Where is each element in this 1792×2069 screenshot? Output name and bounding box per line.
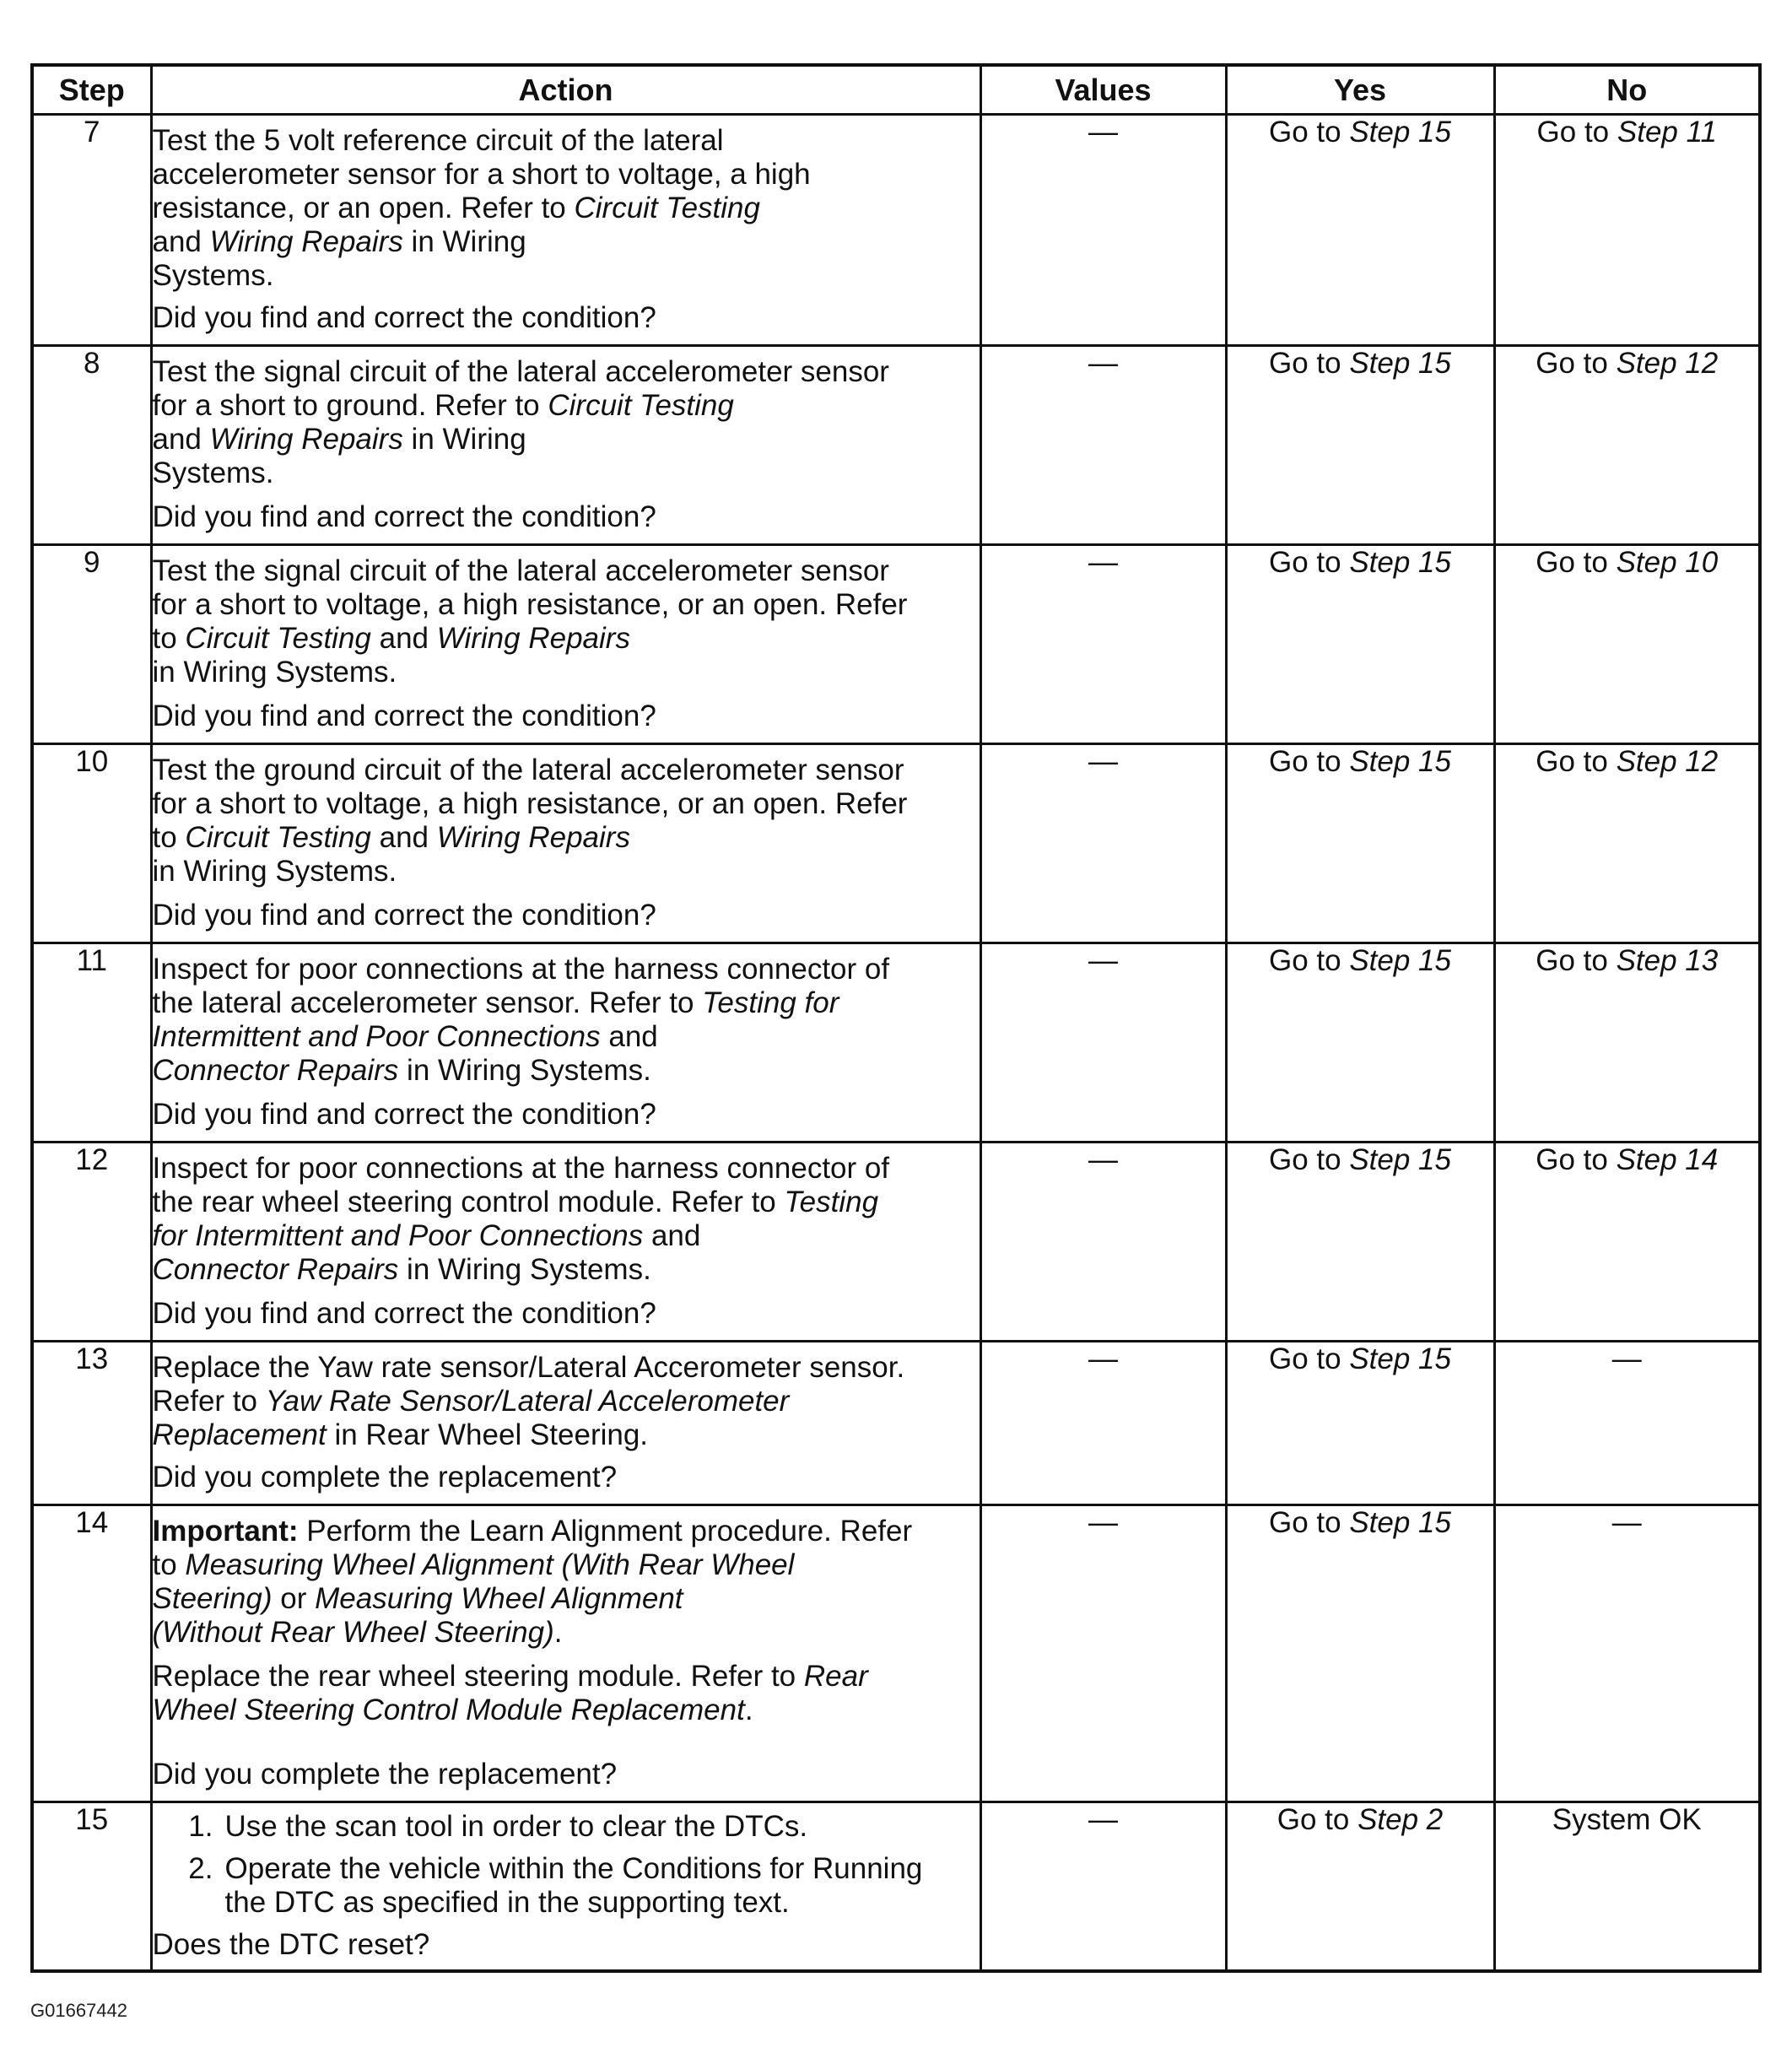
yes-cell	[1226, 1342, 1494, 1505]
yes-cell	[1226, 346, 1494, 545]
table-row	[32, 943, 1760, 1143]
action-description	[153, 1152, 980, 1287]
yes-cell	[1226, 115, 1494, 346]
no-prefix: Go to	[1536, 745, 1617, 778]
action-reference-text: Circuit Testing	[185, 821, 371, 854]
yes-prefix: Go to	[1269, 546, 1350, 579]
action-text: Test the signal circuit of the lateral accelerometer sensor for a short to voltage, a high resistance, or an open. Refer to	[152, 554, 908, 655]
action-description	[153, 953, 980, 1088]
action-text: and	[370, 622, 437, 655]
diagnostic-table	[30, 63, 1762, 1973]
action-description	[153, 1515, 980, 1650]
no-prefix: Go to	[1536, 347, 1617, 380]
step-number: 14	[32, 1505, 151, 1802]
table-row	[32, 346, 1760, 545]
action-description-2	[153, 1660, 980, 1727]
action-cell	[151, 1505, 980, 1802]
action-text: in Wiring Systems.	[152, 423, 526, 489]
action-cell	[151, 1143, 980, 1342]
action-description	[153, 1351, 980, 1452]
step-number: 12	[32, 1143, 151, 1342]
no-step-link[interactable]: Step 13	[1616, 944, 1719, 977]
action-text: in Wiring Systems.	[152, 225, 526, 292]
action-text: Test the signal circuit of the lateral accelerometer sensor for a short to ground. Refer to	[152, 355, 889, 422]
no-step-link[interactable]: Step 10	[1616, 546, 1719, 579]
action-question: Did you complete the replacement?	[152, 1461, 618, 1494]
step-number: 7	[32, 115, 151, 346]
action-text: and	[152, 423, 202, 456]
yes-step-link[interactable]: Step 15	[1349, 1506, 1451, 1539]
action-content	[153, 1803, 980, 1967]
yes-step-link[interactable]: Step 15	[1349, 546, 1451, 579]
step-number: 13	[32, 1342, 151, 1505]
action-text: Replace the Yaw rate sensor/Lateral Accerometer sensor. Refer to	[152, 1351, 905, 1418]
action-content	[153, 546, 980, 740]
action-cell	[151, 744, 980, 943]
step-number: 9	[32, 545, 151, 744]
yes-step-link[interactable]: Step 15	[1349, 745, 1451, 778]
yes-prefix: Go to	[1269, 745, 1350, 778]
yes-prefix: Go to	[1269, 347, 1350, 380]
action-reference-text: Wiring Repairs	[209, 225, 403, 258]
list-item	[153, 1852, 980, 1920]
action-content	[153, 116, 980, 342]
action-reference-text: Measuring Wheel Alignment (Without Rear Wheel Steering)	[152, 1582, 683, 1649]
table-row	[32, 1505, 1760, 1802]
spacer	[153, 889, 980, 899]
action-reference-text: Wiring Repairs	[436, 622, 630, 655]
step-number: 10	[32, 744, 151, 943]
table-row	[32, 545, 1760, 744]
action-text: .	[553, 1616, 563, 1649]
values-cell: —	[980, 115, 1226, 346]
spacer	[153, 293, 980, 301]
yes-prefix: Go to	[1277, 1803, 1358, 1836]
action-description	[153, 554, 980, 689]
action-question: Did you find and correct the condition?	[152, 1297, 656, 1330]
values-cell: —	[980, 1342, 1226, 1505]
action-question: Does the DTC reset?	[152, 1928, 430, 1961]
list-item-text: Use the scan tool in order to clear the DTCs.	[224, 1810, 808, 1843]
spacer	[153, 689, 980, 700]
action-text: Inspect for poor connections at the harness connector of the lateral accelerometer sensor. Refer to	[152, 953, 890, 1019]
spacer	[153, 1287, 980, 1297]
action-question: Did you find and correct the condition?	[152, 301, 656, 334]
action-question: Did you find and correct the condition?	[152, 899, 656, 932]
no-prefix: Go to	[1536, 116, 1617, 149]
table-row	[32, 115, 1760, 346]
header-yes: Yes	[1226, 65, 1494, 115]
no-step-link[interactable]: Step 14	[1616, 1143, 1719, 1176]
action-text: Test the 5 volt reference circuit of the lateral accelerometer sensor for a short to voltage, a high resistance, or an open. Refer to	[152, 124, 811, 224]
action-cell	[151, 115, 980, 346]
action-text: and	[650, 1219, 701, 1252]
values-cell: —	[980, 1505, 1226, 1802]
no-prefix: Go to	[1536, 1143, 1617, 1176]
no-step-link[interactable]: Step 12	[1616, 745, 1719, 778]
yes-step-link[interactable]: Step 15	[1349, 116, 1451, 149]
header-row	[32, 65, 1760, 115]
values-cell: —	[980, 943, 1226, 1143]
action-content	[153, 1143, 980, 1337]
yes-cell	[1226, 1505, 1494, 1802]
action-text: or	[272, 1582, 316, 1615]
action-text: and	[152, 225, 202, 258]
yes-step-link[interactable]: Step 15	[1349, 1342, 1451, 1375]
action-reference-text: Measuring Wheel Alignment (With Rear Wheel Steering)	[152, 1548, 795, 1615]
yes-step-link[interactable]: Step 15	[1349, 347, 1451, 380]
spacer	[153, 1452, 980, 1461]
spacer	[153, 490, 980, 500]
action-text: Test the ground circuit of the lateral accelerometer sensor for a short to voltage, a high resistance, or an open. Refer to	[152, 754, 908, 854]
no-prefix: Go to	[1536, 944, 1617, 977]
step-number: 11	[32, 943, 151, 1143]
list-item-text: Operate the vehicle within the Conditions for Running the DTC as specified in the supporting text.	[224, 1852, 923, 1919]
action-text: in Wiring Systems.	[152, 855, 397, 888]
action-content	[153, 1506, 980, 1798]
no-cell: —	[1494, 1505, 1760, 1802]
action-reference-text: Testing for Intermittent and Poor Connections	[152, 986, 839, 1053]
table-row	[32, 744, 1760, 943]
action-steps-list	[153, 1810, 980, 1928]
action-reference-text: Rear Wheel Steering Control Module Replacement	[152, 1660, 868, 1726]
action-text: Replace the rear wheel steering module. Refer to	[152, 1660, 804, 1693]
action-reference-text: Circuit Testing	[548, 389, 734, 422]
action-content	[153, 1342, 980, 1501]
yes-prefix: Go to	[1269, 944, 1350, 977]
yes-prefix: Go to	[1269, 116, 1350, 149]
no-cell	[1494, 115, 1760, 346]
yes-cell	[1226, 1802, 1494, 1971]
header-step: Step	[32, 65, 151, 115]
list-item	[153, 1810, 980, 1844]
action-description	[153, 754, 980, 889]
header-action: Action	[151, 65, 980, 115]
action-question: Did you find and correct the condition?	[152, 1098, 656, 1131]
action-content	[153, 347, 980, 541]
action-reference-text: Yaw Rate Sensor/Lateral Accelerometer Replacement	[152, 1385, 790, 1451]
table-row	[32, 1802, 1760, 1971]
action-bold-text: Important:	[152, 1515, 299, 1548]
action-question: Did you find and correct the condition?	[152, 500, 656, 533]
action-text: and	[370, 821, 437, 854]
yes-step-link[interactable]: Step 15	[1349, 944, 1451, 977]
yes-cell	[1226, 744, 1494, 943]
action-text: in Wiring Systems.	[398, 1253, 651, 1286]
action-reference-text: Testing for Intermittent and Poor Connections	[152, 1186, 879, 1252]
action-reference-text: Wiring Repairs	[436, 821, 630, 854]
no-cell	[1494, 346, 1760, 545]
action-question: Did you complete the replacement?	[152, 1758, 618, 1791]
no-cell: System OK	[1494, 1802, 1760, 1971]
action-reference-text: Connector Repairs	[152, 1253, 399, 1286]
values-cell: —	[980, 1143, 1226, 1342]
action-text: .	[744, 1694, 753, 1726]
yes-prefix: Go to	[1269, 1342, 1350, 1375]
header-values: Values	[980, 65, 1226, 115]
action-text: in Rear Wheel Steering.	[326, 1418, 649, 1451]
figure-id: G01667442	[30, 2000, 127, 2021]
yes-cell	[1226, 943, 1494, 1143]
action-reference-text: Circuit Testing	[185, 622, 371, 655]
no-step-link[interactable]: Step 12	[1616, 347, 1719, 380]
action-description	[153, 124, 980, 293]
table-body	[32, 115, 1760, 1971]
step-number: 15	[32, 1802, 151, 1971]
no-cell	[1494, 943, 1760, 1143]
yes-prefix: Go to	[1269, 1506, 1350, 1539]
action-cell	[151, 1342, 980, 1505]
action-cell	[151, 1802, 980, 1971]
values-cell: —	[980, 744, 1226, 943]
yes-step-link[interactable]: Step 15	[1349, 1143, 1451, 1176]
action-reference-text: Wiring Repairs	[209, 423, 403, 456]
action-text: in Wiring Systems.	[398, 1054, 651, 1087]
yes-prefix: Go to	[1269, 1143, 1350, 1176]
action-reference-text: Connector Repairs	[152, 1054, 399, 1087]
action-text: and	[608, 1020, 658, 1053]
yes-step-link[interactable]: Step 2	[1357, 1803, 1444, 1836]
list-item-number: 1.	[188, 1810, 213, 1843]
list-item-number: 2.	[188, 1852, 213, 1885]
action-text: in Wiring Systems.	[152, 656, 397, 689]
no-cell	[1494, 545, 1760, 744]
no-cell	[1494, 1143, 1760, 1342]
spacer	[153, 1088, 980, 1098]
values-cell: —	[980, 346, 1226, 545]
no-cell: —	[1494, 1342, 1760, 1505]
no-prefix: Go to	[1536, 546, 1617, 579]
values-cell: —	[980, 545, 1226, 744]
table-row	[32, 1143, 1760, 1342]
action-description	[153, 355, 980, 490]
action-text: Perform the Learn Alignment procedure. Refer to	[152, 1515, 913, 1581]
action-cell	[151, 545, 980, 744]
action-content	[153, 944, 980, 1138]
yes-cell	[1226, 1143, 1494, 1342]
action-content	[153, 745, 980, 939]
action-cell	[151, 943, 980, 1143]
step-number: 8	[32, 346, 151, 545]
spacer	[153, 1727, 980, 1758]
yes-cell	[1226, 545, 1494, 744]
table-row	[32, 1342, 1760, 1505]
no-step-link[interactable]: Step 11	[1617, 116, 1717, 149]
action-cell	[151, 346, 980, 545]
values-cell: —	[980, 1802, 1226, 1971]
no-cell	[1494, 744, 1760, 943]
action-text: Inspect for poor connections at the harness connector of the rear wheel steering control module. Refer to	[152, 1152, 890, 1218]
action-reference-text: Circuit Testing	[574, 192, 760, 224]
header-no: No	[1494, 65, 1760, 115]
action-question: Did you find and correct the condition?	[152, 700, 656, 732]
